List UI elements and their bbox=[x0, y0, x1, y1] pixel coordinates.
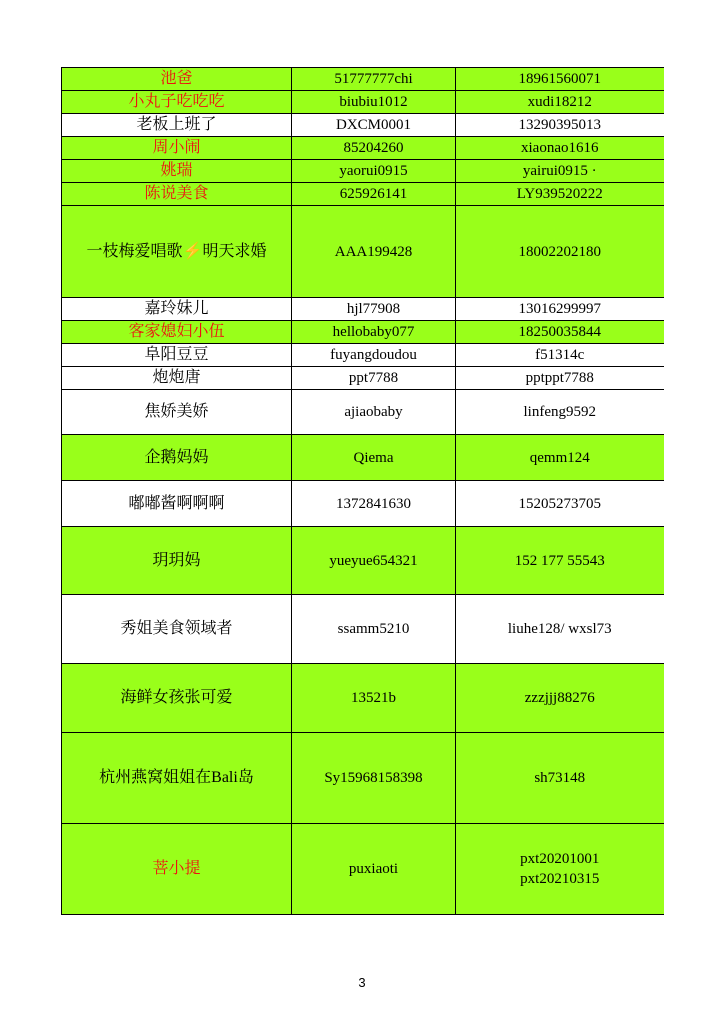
nickname-cell bbox=[62, 206, 292, 298]
account-cell: hellobaby077 bbox=[292, 321, 456, 344]
password-cell: liuhe128/ wxsl73 bbox=[456, 595, 664, 664]
account-cell: DXCM0001 bbox=[292, 114, 456, 137]
password-cell: 18961560071 bbox=[456, 68, 664, 91]
account-cell: yaorui0915 bbox=[292, 160, 456, 183]
password-cell: xiaonao1616 bbox=[456, 137, 664, 160]
nickname-cell: 周小闹 bbox=[62, 137, 292, 160]
table-row bbox=[62, 481, 664, 527]
nickname-cell: 姚瑞 bbox=[62, 160, 292, 183]
table-row bbox=[62, 367, 664, 390]
account-cell: 13521b bbox=[292, 664, 456, 733]
password-cell: 18002202180 bbox=[456, 206, 664, 298]
table-row bbox=[62, 298, 664, 321]
account-cell: biubiu1012 bbox=[292, 91, 456, 114]
password-cell: zzzjjj88276 bbox=[456, 664, 664, 733]
account-cell: puxiaoti bbox=[292, 824, 456, 915]
nickname-cell: 玥玥妈 bbox=[62, 527, 292, 595]
password-cell: pptppt7788 bbox=[456, 367, 664, 390]
nickname-cell: 嘉玲妹儿 bbox=[62, 298, 292, 321]
account-cell: 625926141 bbox=[292, 183, 456, 206]
table-row bbox=[62, 160, 664, 183]
password-cell: f51314c bbox=[456, 344, 664, 367]
nickname-cell: 秀姐美食领域者 bbox=[62, 595, 292, 664]
nickname-cell: 焦娇美娇 bbox=[62, 390, 292, 435]
account-cell: hjl77908 bbox=[292, 298, 456, 321]
password-line: pxt20210315 bbox=[520, 871, 600, 887]
table-row bbox=[62, 91, 664, 114]
account-cell: AAA199428 bbox=[292, 206, 456, 298]
nickname-cell: 企鹅妈妈 bbox=[62, 435, 292, 481]
password-cell: linfeng9592 bbox=[456, 390, 664, 435]
nickname-cell: 杭州燕窝姐姐在Bali岛 bbox=[62, 733, 292, 824]
account-cell: 51777777chi bbox=[292, 68, 456, 91]
account-cell: 85204260 bbox=[292, 137, 456, 160]
nickname-text: 明天求婚 bbox=[202, 242, 267, 260]
table-row bbox=[62, 390, 664, 435]
table-row bbox=[62, 527, 664, 595]
account-cell: fuyangdoudou bbox=[292, 344, 456, 367]
password-cell: qemm124 bbox=[456, 435, 664, 481]
table-row bbox=[62, 321, 664, 344]
table-row bbox=[62, 68, 664, 91]
nickname-cell: 池爸 bbox=[62, 68, 292, 91]
nickname-cell: 陈说美食 bbox=[62, 183, 292, 206]
password-cell bbox=[456, 824, 664, 915]
password-cell: 13016299997 bbox=[456, 298, 664, 321]
password-cell: 152 177 55543 bbox=[456, 527, 664, 595]
account-cell: 1372841630 bbox=[292, 481, 456, 527]
account-cell: Sy15968158398 bbox=[292, 733, 456, 824]
password-cell: 15205273705 bbox=[456, 481, 664, 527]
password-cell: yairui0915 · bbox=[456, 160, 664, 183]
lightning-bolt-icon: ⚡ bbox=[182, 242, 203, 260]
nickname-cell: 客家媳妇小伍 bbox=[62, 321, 292, 344]
nickname-text: 一枝梅爱唱歌 bbox=[86, 242, 183, 260]
account-cell: Qiema bbox=[292, 435, 456, 481]
page-number: 3 bbox=[358, 975, 366, 990]
account-cell: yueyue654321 bbox=[292, 527, 456, 595]
password-cell: 13290395013 bbox=[456, 114, 664, 137]
nickname-cell: 阜阳豆豆 bbox=[62, 344, 292, 367]
table-row bbox=[62, 595, 664, 664]
table-row bbox=[62, 183, 664, 206]
password-cell: sh73148 bbox=[456, 733, 664, 824]
nickname-cell: 嘟嘟酱啊啊啊 bbox=[62, 481, 292, 527]
password-cell: LY939520222 bbox=[456, 183, 664, 206]
table-row bbox=[62, 664, 664, 733]
account-cell: ajiaobaby bbox=[292, 390, 456, 435]
table-row bbox=[62, 435, 664, 481]
table-row bbox=[62, 206, 664, 298]
table-row bbox=[62, 824, 664, 915]
nickname-cell: 小丸子吃吃吃 bbox=[62, 91, 292, 114]
password-cell: 18250035844 bbox=[456, 321, 664, 344]
table-row bbox=[62, 114, 664, 137]
table-row bbox=[62, 733, 664, 824]
nickname-cell: 老板上班了 bbox=[62, 114, 292, 137]
nickname-cell: 炮炮唐 bbox=[62, 367, 292, 390]
password-cell: xudi18212 bbox=[456, 91, 664, 114]
nickname-cell: 海鲜女孩张可爱 bbox=[62, 664, 292, 733]
table-row bbox=[62, 344, 664, 367]
password-line: pxt20201001 bbox=[520, 851, 600, 867]
nickname-cell: 菩小提 bbox=[62, 824, 292, 915]
account-cell: ppt7788 bbox=[292, 367, 456, 390]
account-table bbox=[61, 67, 664, 915]
account-cell: ssamm5210 bbox=[292, 595, 456, 664]
table-row bbox=[62, 137, 664, 160]
